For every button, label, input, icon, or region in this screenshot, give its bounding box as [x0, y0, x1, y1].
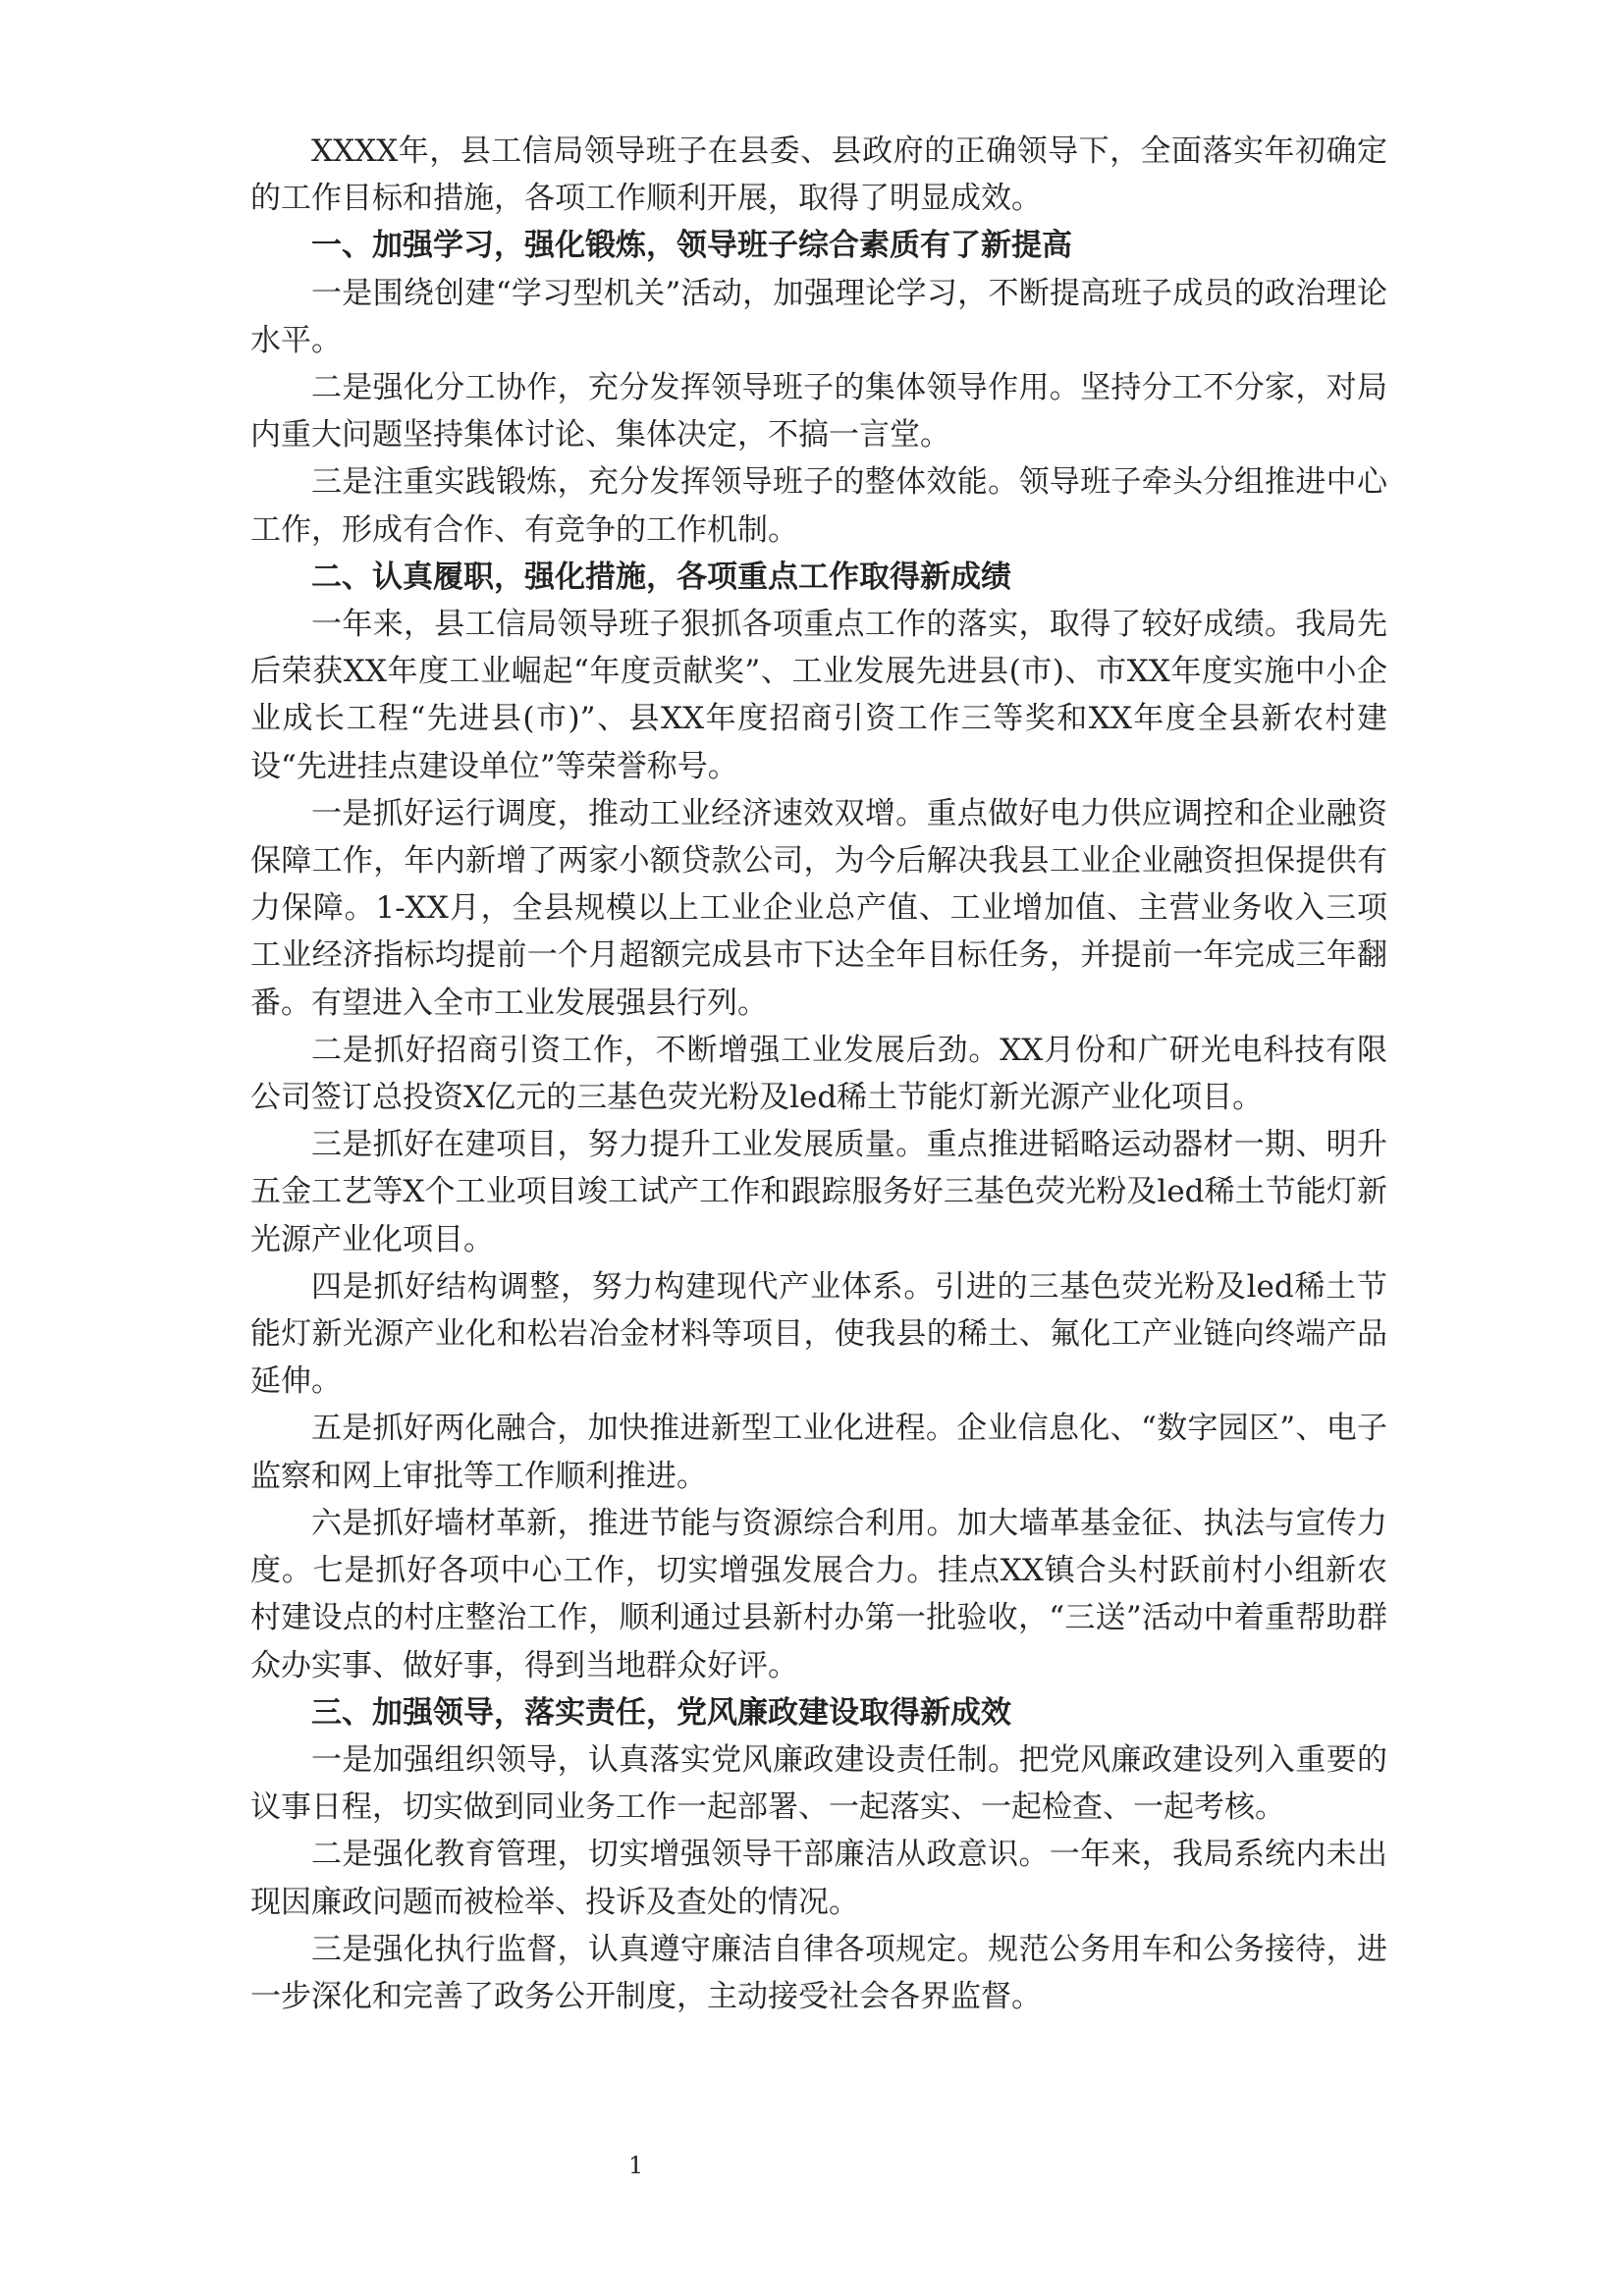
section-heading: 二、认真履职，强化措施，各项重点工作取得新成绩 [311, 559, 1011, 595]
paragraph: 三是注重实践锻炼，充分发挥领导班子的整体效能。领导班子牵头分组推进中心工作，形成有合作、有竞争的工作机制。 [250, 464, 1387, 548]
page-number: 1 [628, 2152, 644, 2179]
paragraph: 三是抓好在建项目，努力提升工业发展质量。重点推进韬略运动器材一期、明升五金工艺等X个工业项目竣工试产工作和跟踪服务好三基色荧光粉及led稀土节能灯新光源产业化项目。 [250, 1127, 1387, 1257]
paragraph: 一年来，县工信局领导班子狠抓各项重点工作的落实，取得了较好成绩。我局先后荣获XX年度工业崛起“年度贡献奖”、工业发展先进县(市)、市XX年度实施中小企业成长工程“先进县(市)”、县XX年度招商引资工作三等奖和XX年度全县新农村建设“先进挂点建设单位”等荣誉称号。 [250, 607, 1387, 784]
paragraph: 二是强化分工协作，充分发挥领导班子的集体领导作用。坚持分工不分家，对局内重大问题坚持集体讨论、集体决定，不搞一言堂。 [250, 370, 1387, 454]
paragraph: 四是抓好结构调整，努力构建现代产业体系。引进的三基色荧光粉及led稀土节能灯新光源产业化和松岩冶金材料等项目，使我县的稀土、氟化工产业链向终端产品延伸。 [250, 1268, 1387, 1400]
paragraph: 三是强化执行监督，认真遵守廉洁自律各项规定。规范公务用车和公务接待，进一步深化和完善了政务公开制度，主动接受社会各界监督。 [250, 1931, 1387, 2014]
document-body [250, 128, 1387, 2020]
section-heading: 三、加强领导，落实责任，党风廉政建设取得新成效 [311, 1694, 1011, 1731]
paragraph: 一是抓好运行调度，推动工业经济速效双增。重点做好电力供应调控和企业融资保障工作，年内新增了两家小额贷款公司，为今后解决我县工业企业融资担保提供有力保障。1-XX月，全县规模以上工业企业总产值、工业增加值、主营业务收入三项工业经济指标均提前一个月超额完成县市下达全年目标任务，并提前一年完成三年翻番。有望进入全市工业发展强县行列。 [250, 795, 1387, 1021]
paragraph: 一是围绕创建“学习型机关”活动，加强理论学习，不断提高班子成员的政治理论水平。 [250, 275, 1387, 358]
paragraph: 六是抓好墙材革新，推进节能与资源综合利用。加大墙革基金征、执法与宣传力度。七是抓好各项中心工作，切实增强发展合力。挂点XX镇合头村跃前村小组新农村建设点的村庄整治工作，顺利通过县新村办第一批验收，“三送”活动中着重帮助群众办实事、做好事，得到当地群众好评。 [250, 1505, 1387, 1683]
paragraph: 五是抓好两化融合，加快推进新型工业化进程。企业信息化、“数字园区”、电子监察和网上审批等工作顺利推进。 [250, 1411, 1387, 1494]
section-heading: 一、加强学习，强化锻炼，领导班子综合素质有了新提高 [311, 228, 1072, 264]
paragraph: 一是加强组织领导，认真落实党风廉政建设责任制。把党风廉政建设列入重要的议事日程，切实做到同业务工作一起部署、一起落实、一起检查、一起考核。 [250, 1741, 1387, 1826]
paragraph: XXXX年，县工信局领导班子在县委、县政府的正确领导下，全面落实年初确定的工作目标和措施，各项工作顺利开展，取得了明显成效。 [250, 133, 1387, 217]
paragraph: 二是抓好招商引资工作，不断增强工业发展后劲。XX月份和广研光电科技有限公司签订总投资X亿元的三基色荧光粉及led稀土节能灯新光源产业化项目。 [250, 1032, 1387, 1116]
paragraph: 二是强化教育管理，切实增强领导干部廉洁从政意识。一年来，我局系统内未出现因廉政问题而被检举、投诉及查处的情况。 [250, 1837, 1387, 1920]
